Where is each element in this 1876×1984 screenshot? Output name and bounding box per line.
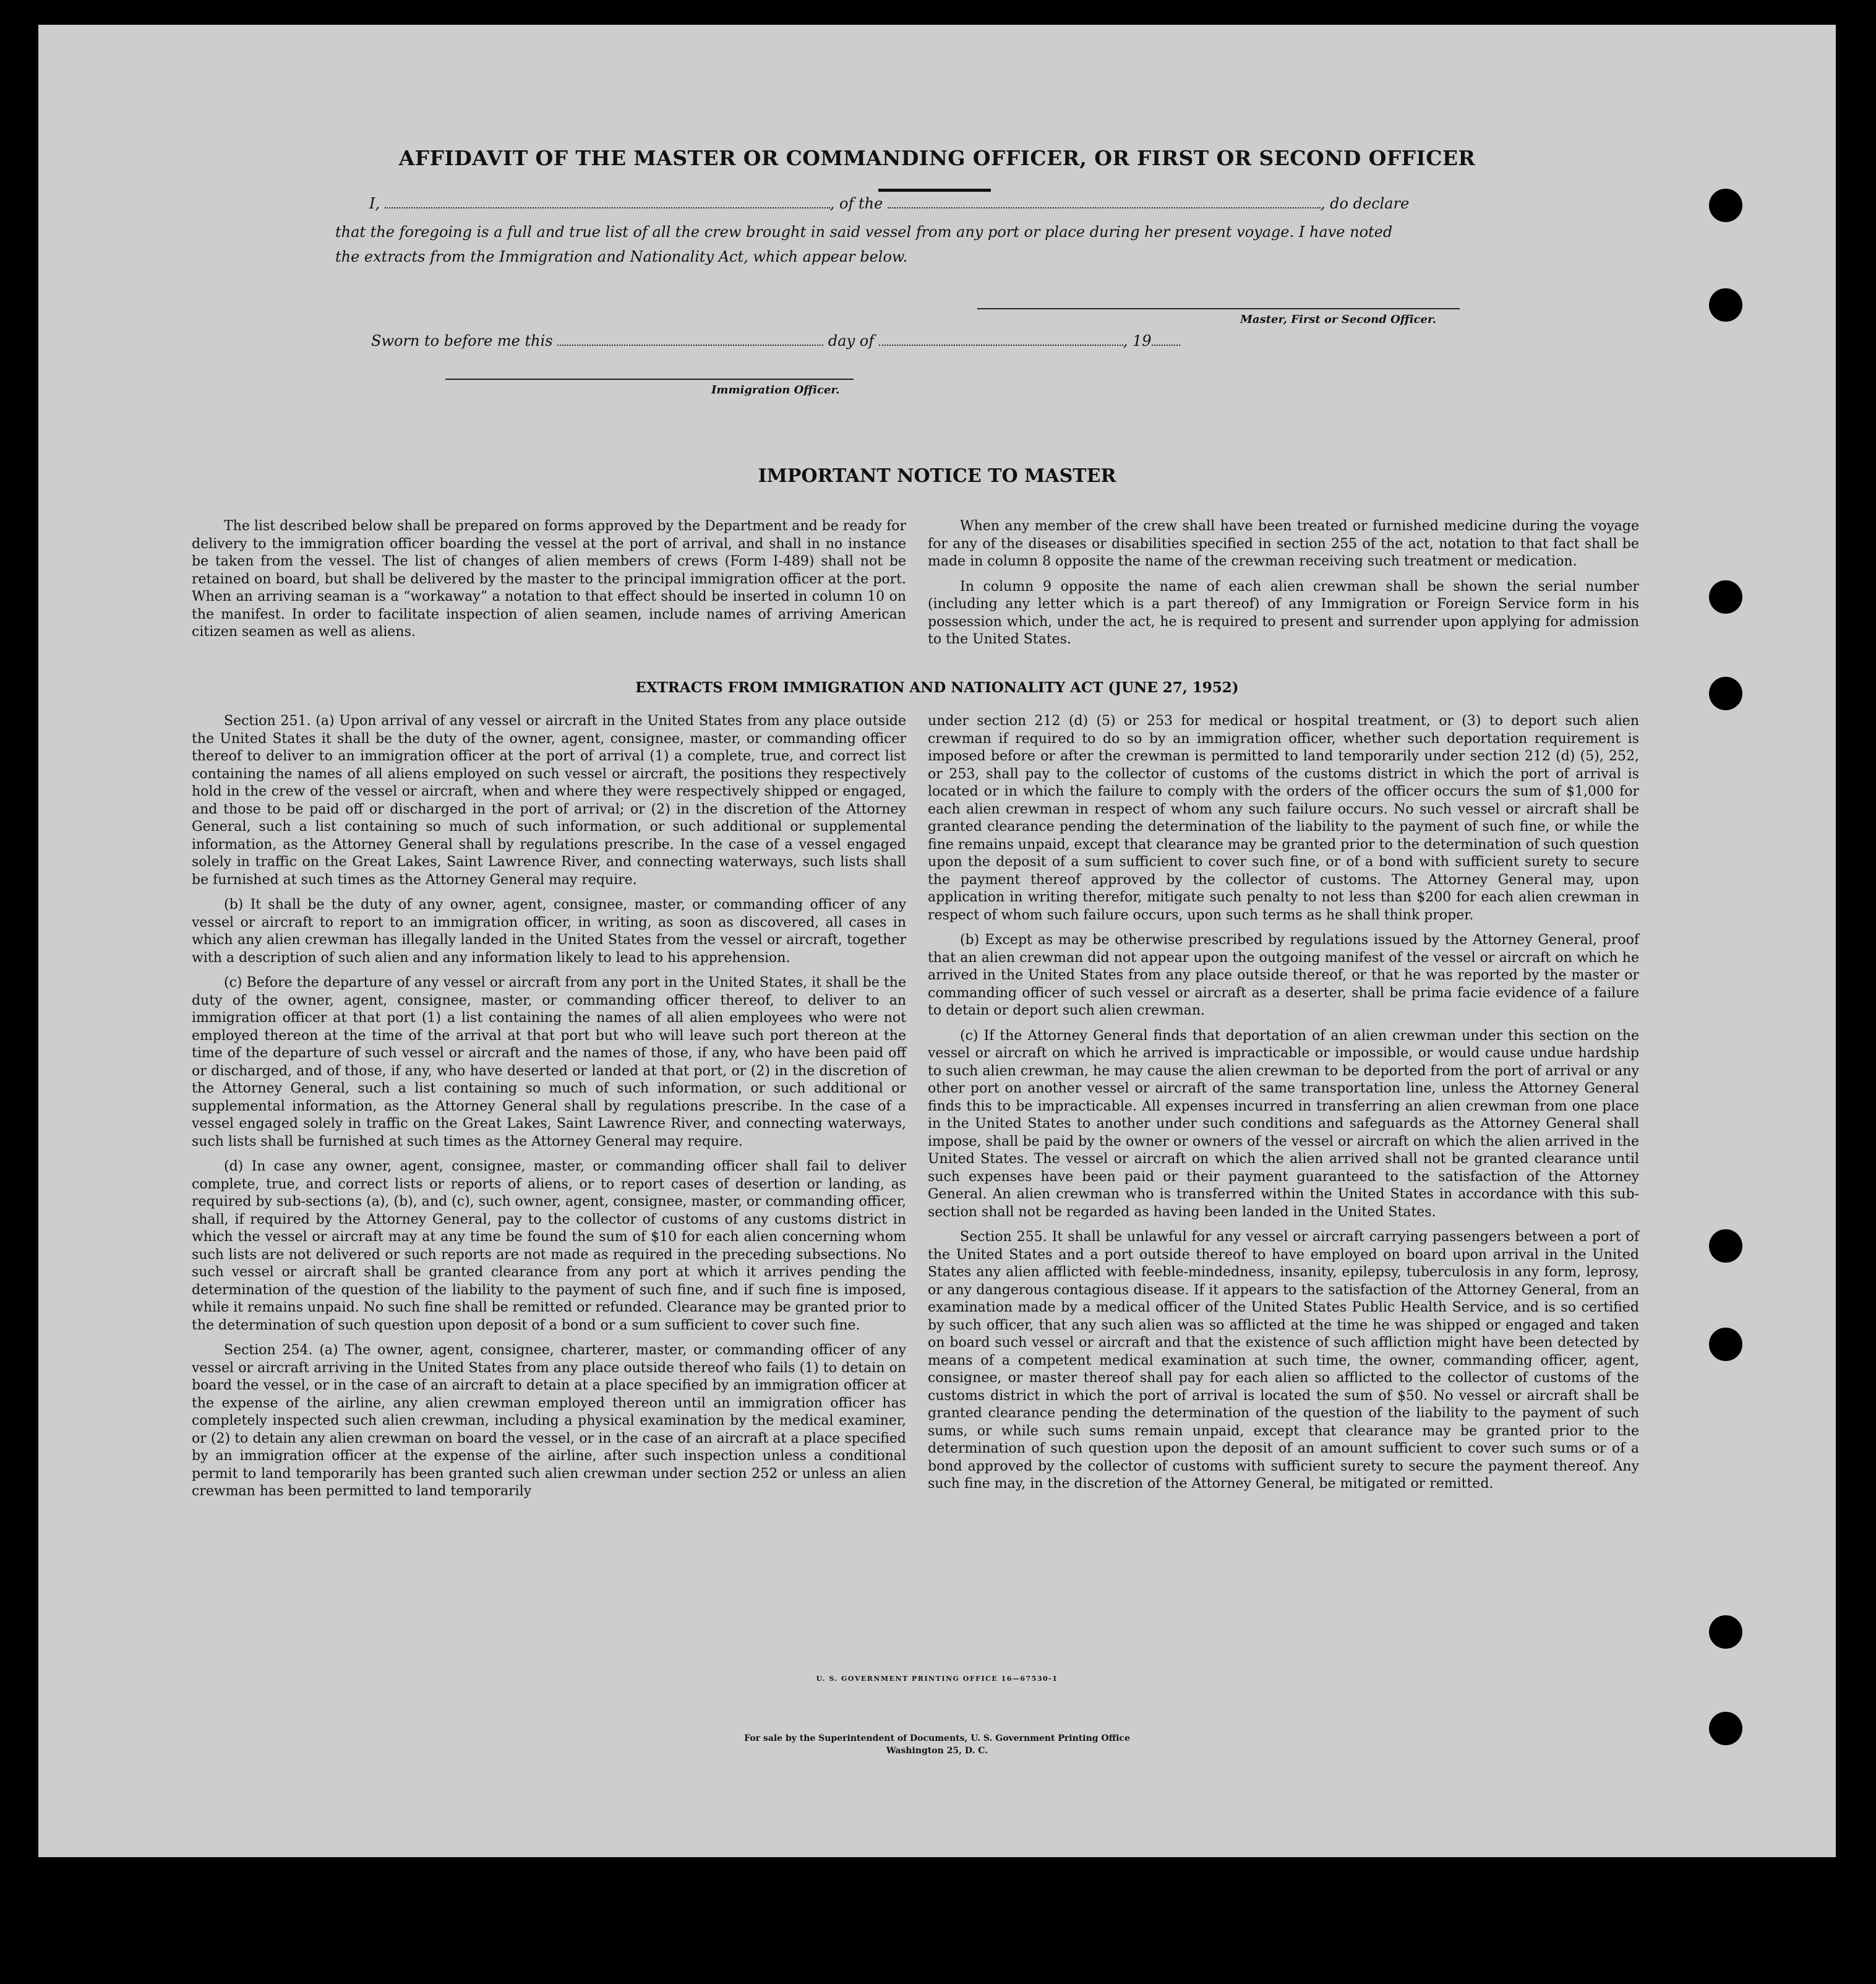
title-underline xyxy=(878,189,991,192)
immigration-officer-label: Immigration Officer. xyxy=(711,384,840,397)
sworn-text: Sworn to before me this xyxy=(371,332,553,350)
name-field[interactable] xyxy=(385,196,830,208)
sale-line-1: For sale by the Superintendent of Documents, U. S. Government Printing Office xyxy=(744,1733,1130,1743)
sworn-year-field[interactable] xyxy=(1152,333,1180,346)
word-do-declare: , do declare xyxy=(1320,195,1410,212)
section-251-c: (c) Before the departure of any vessel or aircraft from any port in the United States, it shall be the duty of the owner, agent, consignee, master, or commanding officer thereof, to deliver to an immigration officer at that port (1) a list containing the names of all alien employees who were not employed thereon at the time of the arrival at that port but who will leave such port thereon at the time of the departure of such vessel or aircraft and the names of those, if any, who have been paid off or discharged, and of those, if any, who have deserted or landed at that port, or (2) in the discretion of the Attorney General, such a list containing so much of such information, or such additional or supplemental information, as the Attorney General shall by regulations prescribe. In the case of a vessel engaged solely in traffic on the Great Lakes, Saint Lawrence River, and connecting waterways, such lists shall be furnished at such times as the Attorney General may require. xyxy=(192,975,906,1149)
year-prefix: , 19 xyxy=(1123,332,1152,350)
immigration-officer-line[interactable] xyxy=(445,379,854,380)
notice-right-paragraph-2: In column 9 opposite the name of each alien crewman shall be shown the serial number (including any letter which is a part thereof) of any Immigration or Foreign Service form in his possession which, under the act, he is required to present and surrender upon applying for admission to the United States. xyxy=(928,578,1639,647)
section-254-b: (b) Except as may be otherwise prescribed by regulations issued by the Attorney General, proof that an alien crewman did not appear upon the outgoing manifest of the vessel or aircraft on which he arrived in the United States from any place outside thereof, or that he was reported by the master or commanding officer of such vessel or aircraft as a deserter, shall be prima facie evidence of a failure to detain or deport such alien crewman. xyxy=(928,932,1639,1018)
sworn-month-field[interactable] xyxy=(879,333,1123,346)
affidavit-title: AFFIDAVIT OF THE MASTER OR COMMANDING OFFICER, OR FIRST OR SECOND OFFICER xyxy=(398,146,1476,170)
vessel-field[interactable] xyxy=(888,196,1321,208)
form-page xyxy=(38,25,1836,1857)
sworn-line xyxy=(371,332,1180,350)
master-signature-label: Master, First or Second Officer. xyxy=(1240,313,1437,326)
notice-left-column xyxy=(192,518,906,642)
section-251-b: (b) It shall be the duty of any owner, agent, consignee, master, or commanding officer of any vessel or aircraft to report to an immigration officer, in writing, as soon as discovered, all cases in which any alien crewman has illegally landed in the United States from the vessel or aircraft, together with a description of such alien and any information likely to lead to his apprehension. xyxy=(192,897,906,966)
word-i: I, xyxy=(369,195,380,212)
notice-title: IMPORTANT NOTICE TO MASTER xyxy=(758,465,1116,487)
binder-hole xyxy=(1709,1229,1742,1263)
binder-hole xyxy=(1709,189,1742,222)
sale-notice xyxy=(38,1732,1836,1757)
binder-hole xyxy=(1709,1615,1742,1649)
sale-line-2: Washington 25, D. C. xyxy=(886,1746,988,1756)
section-254-c: (c) If the Attorney General finds that deportation of an alien crewman under this section on the vessel or aircraft on which he arrived is impracticable or impossible, or would cause undue hardship to such alien crewman, he may cause the alien crewman to be deported from the port of arrival or any other port on another vessel or aircraft of the same transportation line, unless the Attorney General finds this to be impracticable. All expenses incurred in transferring an alien crewman from one place in the United States to another under such conditions and safeguards as the Attorney General shall impose, shall be paid by the owner or owners of the vessel or aircraft on which the alien arrived in the United States. The vessel or aircraft on which the alien arrived shall not be granted clearance until such expenses have been paid or their payment guaranteed to the satisfaction of the Attorney General. An alien crewman who is transferred within the United States in accordance with this sub-section shall not be regarded as having been landed in the United States. xyxy=(928,1028,1639,1220)
declaration-line xyxy=(369,195,1409,212)
sworn-day-field[interactable] xyxy=(557,333,823,346)
notice-right-column xyxy=(928,518,1639,649)
declaration-text-3: the extracts from the Immigration and Nationality Act, which appear below. xyxy=(335,248,908,265)
section-251-d: (d) In case any owner, agent, consignee, master, or commanding officer shall fail to deliver complete, true, and correct lists or reports of aliens, or to report cases of desertion or landing, as required by sub-sections (a), (b), and (c), such owner, agent, consignee, master, or commanding officer, shall, if required by the Attorney General, pay to the collector of customs of any customs district in which the vessel or aircraft may at any time be found the sum of $10 for each alien concerning whom such lists are not delivered or such reports are not made as required in the preceding subsections. No such vessel or aircraft shall be granted clearance from any port at which it arrives pending the determination of the question of the liability to the payment of such fine, and if such fine is imposed, while it remains unpaid. No such fine shall be remitted or refunded. Clearance may be granted prior to the determination of such question upon deposit of a bond or a sum sufficient to cover such fine. xyxy=(192,1159,906,1333)
word-of-the: , of the xyxy=(829,195,883,212)
section-254-a-continued: under section 212 (d) (5) or 253 for medical or hospital treatment, or (3) to deport such alien crewman if required to do so by an immigration officer, whether such deportation requirement is imposed before or after the crewman is permitted to land temporarily under section 212 (d) (5), 252, or 253, shall pay to the collector of customs of the customs district in which the port of arrival is located or in which the failure to comply with the orders of the officer occurs the sum of $1,000 for each alien crewman in respect of whom any such failure occurs. No such vessel or aircraft shall be granted clearance pending the determination of the liability to the payment of such fine, or while the fine remains unpaid, except that clearance may be granted prior to the determination of such question upon the deposit of a sum sufficient to cover such fine, or of a bond with sufficient surety to secure the payment thereof approved by the collector of customs. The Attorney General may, upon application in writing therefor, mitigate such penalty to not less than $200 for each alien crewman in respect of whom such failure occurs, upon such terms as he shall think proper. xyxy=(928,713,1639,923)
binder-hole xyxy=(1709,288,1742,322)
extracts-left-column xyxy=(192,713,906,1501)
section-254-a: Section 254. (a) The owner, agent, consignee, charterer, master, or commanding officer of any vessel or aircraft arriving in the United States from any place outside thereof who fails (1) to detain on board the vessel, or in the case of an aircraft to detain at a place specified by an immigration officer at the expense of the airline, any alien crewman employed thereon until an immigration officer has completely inspected such alien crewman, including a physical examination by the medical examiner, or (2) to detain any alien crewman on board the vessel, or in the case of an aircraft at a place specified by an immigration officer at the expense of the airline, after such inspection unless a conditional permit to land temporarily has been granted such alien crewman under section 252 or unless an alien crewman has been permitted to land temporarily xyxy=(192,1342,906,1499)
binder-hole xyxy=(1709,1328,1742,1361)
master-signature-line[interactable] xyxy=(977,308,1460,309)
day-of-text: day of xyxy=(828,332,875,350)
extracts-title: EXTRACTS FROM IMMIGRATION AND NATIONALITY ACT (JUNE 27, 1952) xyxy=(635,679,1239,696)
section-251-a: Section 251. (a) Upon arrival of any vessel or aircraft in the United States from any place outside the United States it shall be the duty of the owner, agent, consignee, master, or commanding officer thereof to deliver to an immigration officer at the port of arrival (1) a complete, true, and correct list containing the names of all aliens employed on such vessel or aircraft, the positions they respectively hold in the crew of the vessel or aircraft, when and where they were respectively shipped or engaged, and those to be paid off or discharged in the port of arrival; or (2) in the discretion of the Attorney General, such a list containing so much of such information, or such additional or supplemental information, as the Attorney General shall by regulations prescribe. In the case of a vessel engaged solely in traffic on the Great Lakes, Saint Lawrence River, and connecting waterways, such lists shall be furnished at such times as the Attorney General may require. xyxy=(192,713,906,888)
declaration-text-2: that the foregoing is a full and true list of all the crew brought in said vessel from any port or place during her present voyage. I have noted xyxy=(335,223,1393,241)
extracts-right-column xyxy=(928,713,1639,1493)
gpo-print-code: U. S. GOVERNMENT PRINTING OFFICE 16—67530-1 xyxy=(816,1675,1058,1683)
notice-left-paragraph: The list described below shall be prepared on forms approved by the Department and be ready for delivery to the immigration officer boarding the vessel at the port of arrival, and shall in no instance be taken from the vessel. The list of changes of alien members of crews (Form I-489) shall not be retained on board, but shall be delivered by the master to the principal immigration officer at the port. When an arriving seaman is a “workaway” a notation to that effect should be inserted in column 10 on the manifest. In order to facilitate inspection of alien seamen, include names of arriving American citizen seamen as well as aliens. xyxy=(192,518,906,640)
binder-hole xyxy=(1709,1712,1742,1745)
binder-hole xyxy=(1709,580,1742,614)
binder-hole xyxy=(1709,677,1742,710)
section-255: Section 255. It shall be unlawful for any vessel or aircraft carrying passengers between a port of the United States and a port outside thereof to have employed on board upon arrival in the United States any alien afflicted with feeble-mindedness, insanity, epilepsy, tuberculosis in any form, leprosy, or any dangerous contagious disease. If it appears to the satisfaction of the Attorney General, from an examination made by a medical officer of the United States Public Health Service, and is so certified by such officer, that any such alien was so afflicted at the time he was shipped or engaged and taken on board such vessel or aircraft and that the existence of such affliction might have been detected by means of a competent medical examination at such time, the owner, commanding officer, agent, consignee, or master thereof shall pay for each alien so afflicted to the collector of customs of the customs district in which the port of arrival is located the sum of $50. No vessel or aircraft shall be granted clearance pending the determination of the question of the liability to the payment of such sums, or while such sums remain unpaid, except that clearance may be granted prior to the determination of such question upon the deposit of an amount sufficient to cover such sums or of a bond approved by the collector of customs with sufficient surety to secure the payment thereof. Any such fine may, in the discretion of the Attorney General, be mitigated or remitted. xyxy=(928,1229,1639,1492)
notice-right-paragraph-1: When any member of the crew shall have been treated or furnished medicine during the voyage for any of the diseases or disabilities specified in section 255 of the act, notation to that fact shall be made in column 8 opposite the name of the crewman receiving such treatment or medication. xyxy=(928,518,1639,569)
